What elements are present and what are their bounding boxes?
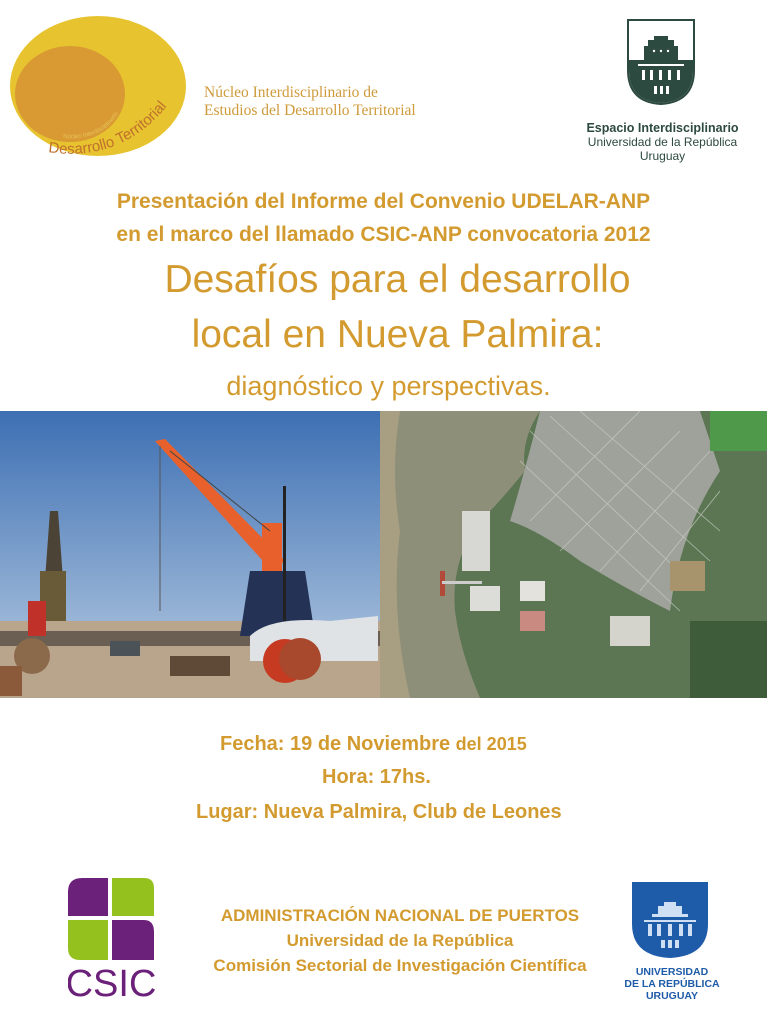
- organizer-line2: Universidad de la República: [286, 931, 514, 950]
- lugar-value: Nueva Palmira,: [263, 801, 408, 823]
- port-crane-photo: [0, 411, 380, 698]
- udelar-line2: DE LA REPÚBLICA: [624, 978, 720, 990]
- aerial-nueva-palmira-photo: [380, 411, 767, 698]
- nucleo-org-name-line2: Estudios del Desarrollo Territorial: [204, 102, 416, 119]
- organizer-line3: Comisión Sectorial de Investigación Científica: [213, 956, 587, 975]
- subtitle-line1: Presentación del Informe del Convenio UDELAR-ANP: [116, 190, 651, 213]
- event-date: [220, 733, 527, 756]
- nucleo-org-name-line1: Núcleo Interdisciplinario de: [204, 84, 378, 101]
- title-line3: diagnóstico y perspectivas.: [226, 371, 551, 401]
- title-line2: local en Nueva Palmira:: [191, 313, 604, 356]
- nucleo-org-name: [204, 84, 416, 120]
- ei-line1: Espacio Interdisciplinario: [586, 121, 739, 135]
- fecha-value: 19 de Noviembre: [290, 733, 451, 755]
- nucleo-desarrollo-territorial-logo: [8, 14, 188, 164]
- title-line1: Desafíos para el desarrollo: [164, 258, 631, 301]
- udelar-shield-icon: [630, 880, 710, 960]
- hora-value: 17hs.: [379, 766, 431, 788]
- udelar-line1: UNIVERSIDAD: [635, 966, 709, 978]
- svg-text:Desarrollo Territorial: Desarrollo Territorial: [47, 97, 171, 158]
- csic-logo-text: CSIC: [68, 963, 157, 1000]
- organizers-text: [180, 903, 620, 978]
- subtitle-line2: en el marco del llamado CSIC-ANP convocatoria 2012: [116, 223, 651, 246]
- ei-line3: Uruguay: [639, 149, 686, 163]
- svg-text:Núcleo Interdisciplinario: Núcleo Interdisciplinario: [62, 111, 120, 141]
- udelar-line3: URUGUAY: [645, 990, 699, 1002]
- hora-label: Hora:: [322, 766, 375, 788]
- organizer-line1: ADMINISTRACIÓN NACIONAL DE PUERTOS: [220, 906, 580, 925]
- ei-line2: Universidad de la República: [587, 135, 738, 149]
- espacio-interdisciplinario-text: [585, 121, 740, 163]
- fecha-label: Fecha:: [220, 733, 285, 755]
- espacio-interdisciplinario-shield-icon: [626, 18, 696, 106]
- event-time: [322, 766, 431, 789]
- csic-logo: [68, 878, 158, 1000]
- fecha-year: del 2015: [455, 734, 527, 754]
- udelar-text: [612, 966, 732, 1002]
- event-location: [196, 801, 562, 824]
- lugar-place: Club de Leones: [412, 801, 562, 823]
- lugar-label: Lugar:: [196, 801, 259, 823]
